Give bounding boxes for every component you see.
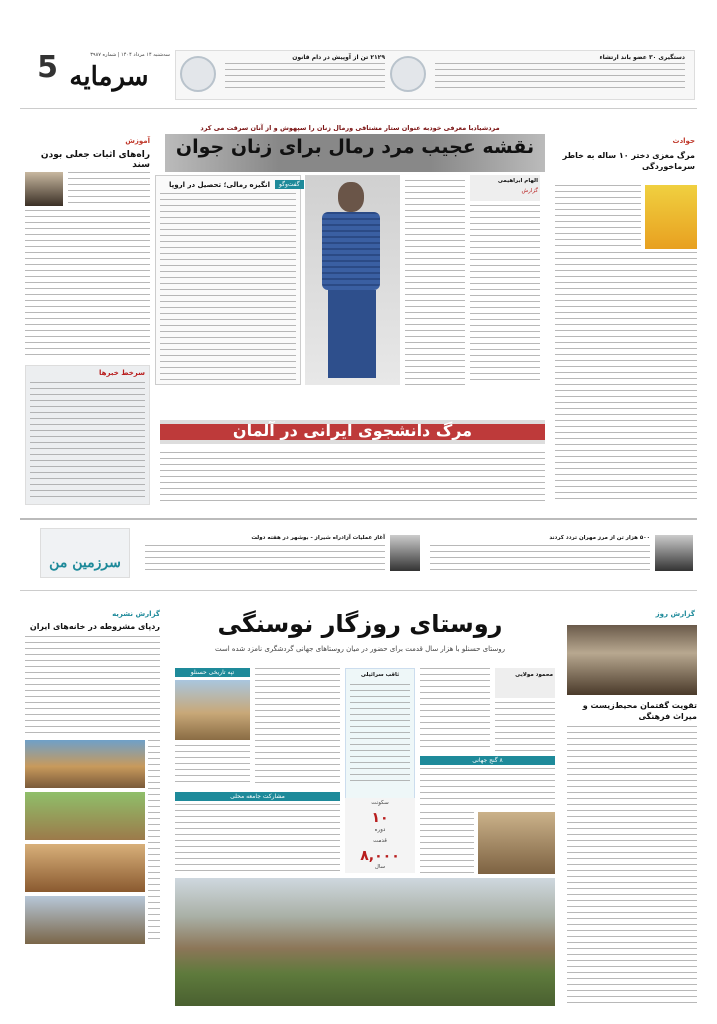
figure-head-icon bbox=[338, 182, 364, 212]
landscape-photo bbox=[175, 878, 555, 1006]
box-title: ثاقب سرائیلی bbox=[360, 672, 400, 678]
strip-photo bbox=[655, 535, 693, 571]
strip-body bbox=[430, 545, 650, 573]
story-body bbox=[405, 180, 465, 385]
stat-unit: دوره bbox=[374, 827, 386, 833]
strip-photo bbox=[390, 535, 420, 571]
page-number: 5 bbox=[37, 50, 58, 85]
article-title: تقویت گفتمان محیط‌زیست و میراث فرهنگی bbox=[582, 701, 697, 721]
figure-body-icon bbox=[322, 212, 380, 290]
kicker: مردشیادبا معرفی خودبه عنوان ستار مشتاقی ورمال زنان را سپهوش و از آنان سرقت می کرد bbox=[200, 124, 500, 132]
box-body bbox=[160, 193, 296, 381]
reporter-name: الهام ابراهیمی bbox=[497, 178, 538, 184]
feature-body bbox=[175, 745, 250, 785]
brief-title: ۲۱۲۹ تن از آوپیش در دام قانون bbox=[292, 54, 385, 61]
reporter-name: محمود مولایی bbox=[515, 672, 553, 678]
story-body bbox=[470, 205, 540, 385]
brief-title: دستگیری ۳۰ عضو باند ارتشاء bbox=[599, 54, 685, 61]
feature-body bbox=[175, 804, 340, 874]
article-body bbox=[555, 185, 641, 249]
brief-logo-icon bbox=[390, 56, 426, 92]
strip-title: ۵۰۰ هزار تن از مرز مهران تردد کردند bbox=[549, 535, 650, 541]
stat-value: ۸,۰۰۰ bbox=[360, 848, 400, 864]
box-label: تپه تاریخی حسنلو bbox=[175, 668, 250, 677]
stat-label: قدمت bbox=[373, 838, 387, 844]
box-title: سرخط خبرها bbox=[99, 369, 145, 377]
victim-photo bbox=[645, 185, 697, 249]
house-photo bbox=[25, 740, 145, 788]
strip-rule bbox=[20, 518, 697, 520]
header-rule bbox=[20, 108, 697, 109]
stat-value: ۱۰ bbox=[371, 810, 389, 826]
article-title: مرگ مغزی دختر ۱۰ ساله به خاطر سرماخوردگی bbox=[562, 151, 695, 171]
feature-body bbox=[495, 702, 555, 752]
section-tag: آموزش bbox=[125, 137, 150, 145]
feature-body bbox=[420, 668, 490, 752]
author-photo bbox=[25, 172, 63, 206]
mound-photo bbox=[175, 680, 250, 740]
caption bbox=[420, 812, 474, 874]
house-photo bbox=[25, 896, 145, 944]
house-photo bbox=[25, 792, 145, 840]
section-tag: گزارش نشریه bbox=[112, 610, 160, 618]
meeting-photo bbox=[567, 625, 697, 695]
article-body bbox=[567, 726, 697, 1004]
brief-text bbox=[435, 63, 685, 91]
feature-headline: روستای روزگار نوسنگی bbox=[217, 610, 503, 638]
strip-rule bbox=[20, 590, 697, 591]
section-tag: حوادث bbox=[672, 137, 695, 145]
brief-text bbox=[225, 63, 385, 91]
house-photo bbox=[25, 844, 145, 892]
banner-body bbox=[160, 452, 545, 502]
box-label: گفت‌وگو bbox=[275, 180, 304, 189]
section-tag: گزارش روز bbox=[655, 610, 695, 618]
stat-label: سکونت bbox=[371, 800, 389, 806]
box-title: انگیزه رمالی؛ تحصیل در اروپا bbox=[168, 181, 270, 189]
masthead: سرمایه bbox=[69, 62, 149, 92]
article-title: راه‌های اثبات جعلی بودن سند bbox=[40, 150, 150, 170]
ruins-photo bbox=[478, 812, 555, 874]
feature-subhead: روستای حسنلو با هزار سال قدمت برای حضور در میان روستاهای جهانی گردشگری نامزد شده است bbox=[214, 645, 506, 653]
feature-body bbox=[420, 768, 555, 808]
box-label: ۸ گنج جهانی bbox=[420, 756, 555, 765]
box-label: مشارکت جامعه محلی bbox=[175, 792, 340, 801]
figure-legs-icon bbox=[328, 290, 376, 378]
brief-logo-icon bbox=[180, 56, 216, 92]
box-body bbox=[350, 684, 410, 784]
article-title: ردپای مشروطه در خانه‌های ایران bbox=[29, 622, 160, 631]
article-body bbox=[68, 172, 150, 206]
article-body bbox=[25, 210, 150, 360]
masthead2: سرزمین من bbox=[49, 555, 121, 571]
article-body bbox=[25, 636, 160, 736]
strip-body bbox=[145, 545, 385, 573]
feature-body bbox=[255, 668, 340, 786]
caption bbox=[148, 740, 160, 944]
date-line: سه‌شنبه ۱۴ مرداد ۱۴۰۴ | شماره ۳۹۸۷ bbox=[90, 52, 170, 58]
article-body bbox=[555, 252, 697, 502]
stat-unit: سال bbox=[374, 864, 386, 870]
box-body bbox=[30, 382, 145, 500]
reporter-label: گزارش bbox=[521, 188, 538, 194]
main-headline: نقشه عجیب مرد رمال برای زنان جوان bbox=[175, 136, 535, 158]
banner-headline: مرگ دانشجوی ایرانی در آلمان bbox=[232, 421, 473, 440]
strip-title: آغاز عملیات آزادراه شیراز - بوشهر در هفته دولت bbox=[251, 535, 385, 541]
